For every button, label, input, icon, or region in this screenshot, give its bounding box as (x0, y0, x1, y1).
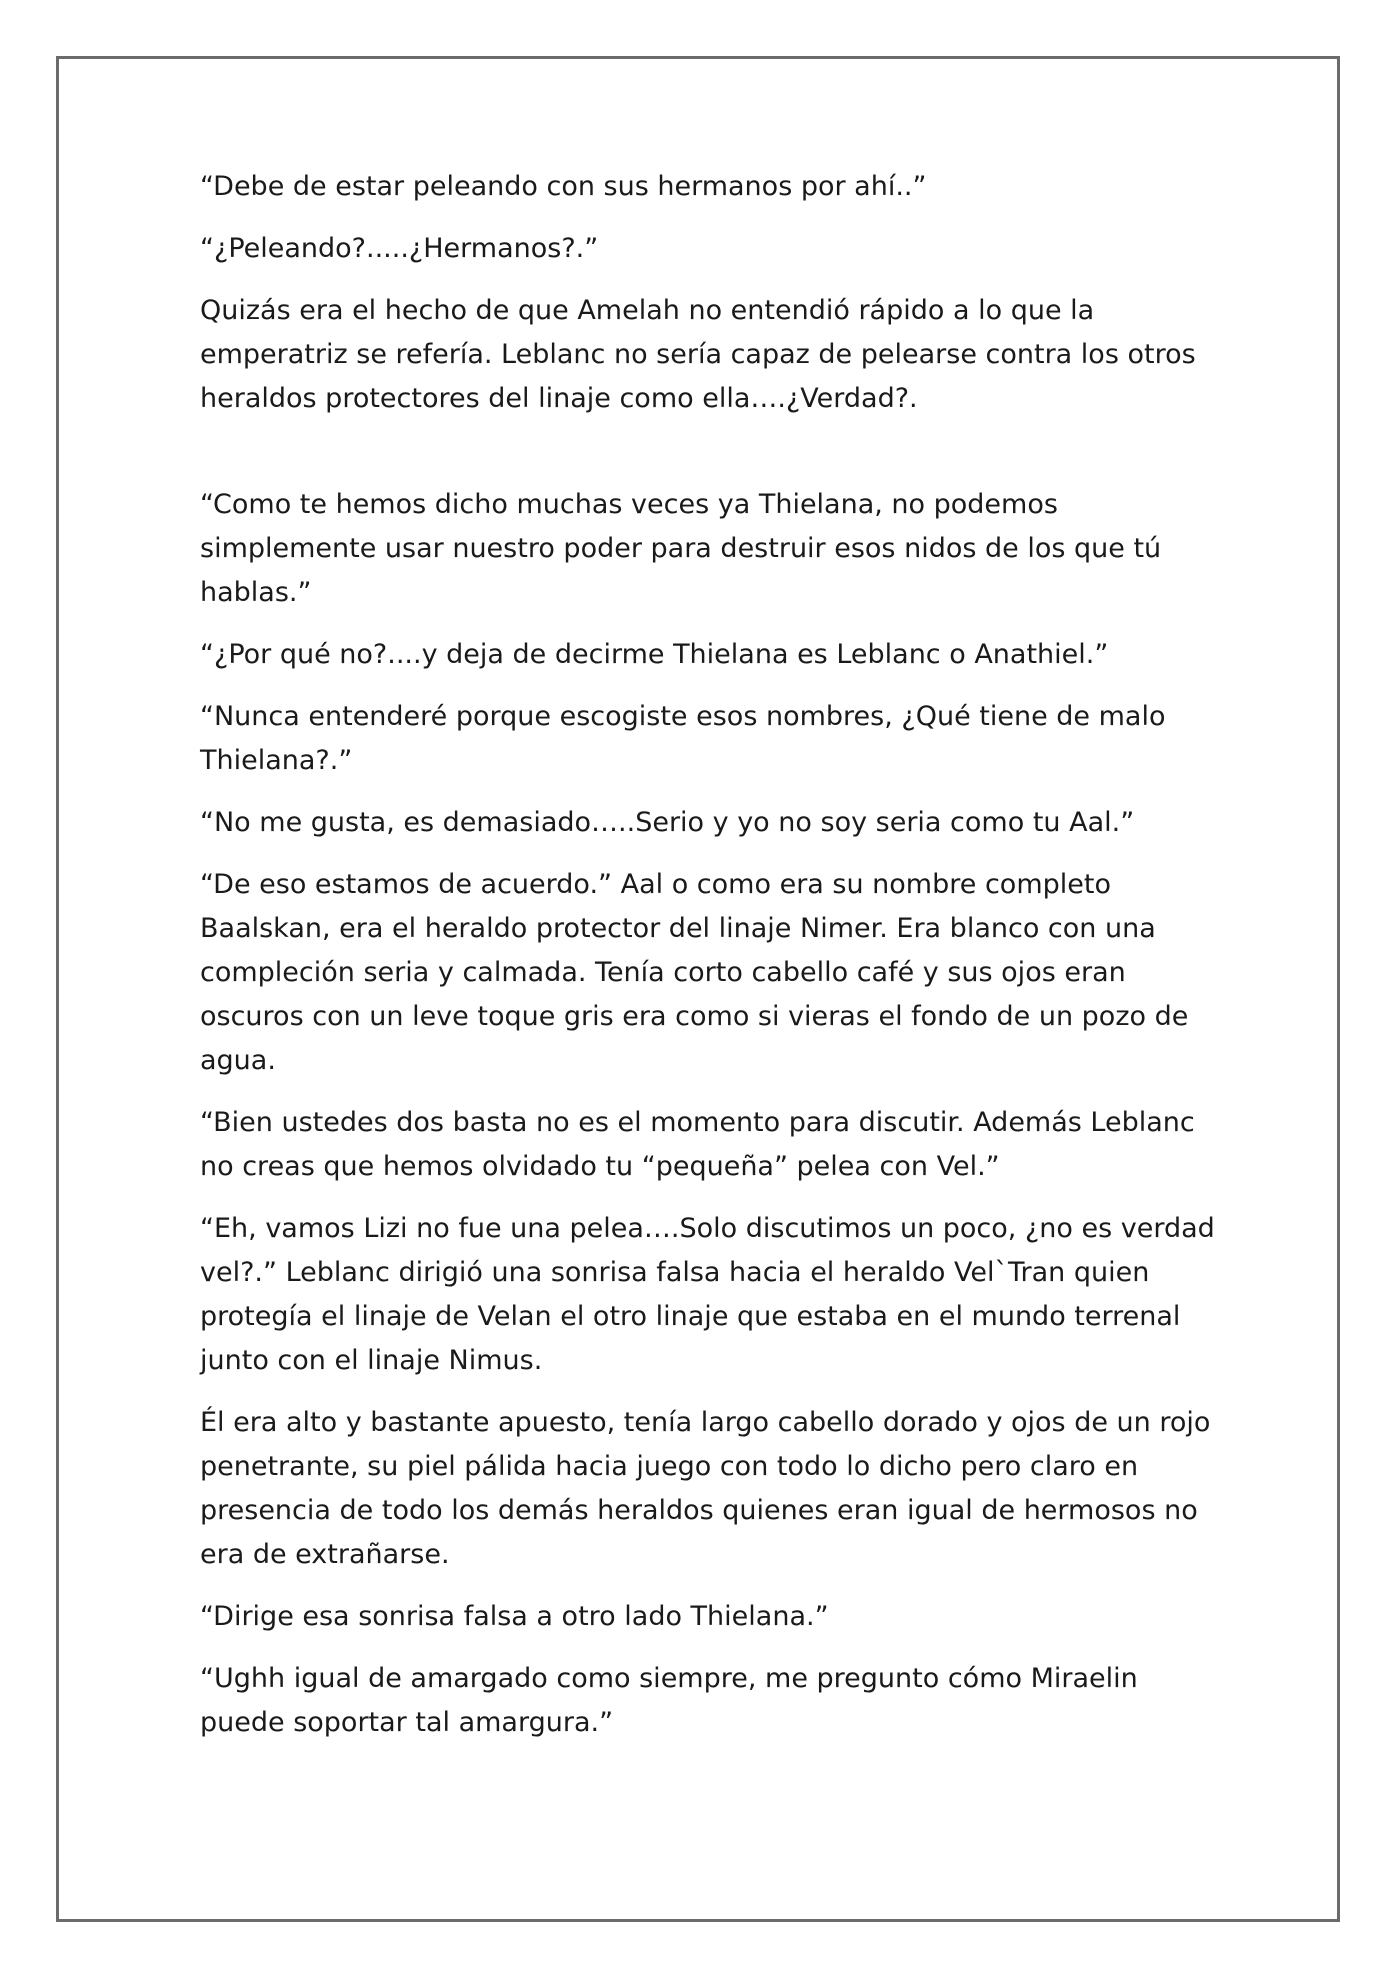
paragraph: “Eh, vamos Lizi no fue una pelea….Solo discutimos un poco, ¿no es verdad vel?.” Leblanc dirigió una sonrisa falsa hacia el heraldo Vel`Tran quien protegía el linaje de Velan el otro linaje que estaba en el mundo terrenal junto con el linaje Nimus. (200, 1213, 1215, 1376)
paragraph: “Nunca entenderé porque escogiste esos nombres, ¿Qué tiene de malo Thielana?.” (200, 701, 1166, 776)
document-body (200, 165, 1220, 1763)
paragraph: “De eso estamos de acuerdo.” Aal o como era su nombre completo Baalskan, era el heraldo protector del linaje Nimer. Era blanco con una compleción seria y calmada. Tenía corto cabello café y sus ojos eran oscuros con un leve toque gris era como si vieras el fondo de un pozo de agua. (200, 869, 1189, 1076)
paragraph: “Bien ustedes dos basta no es el momento para discutir. Además Leblanc no creas que hemos olvidado tu “pequeña” pelea con Vel.” (200, 1107, 1195, 1182)
paragraph: “No me gusta, es demasiado…..Serio y yo no soy seria como tu Aal.” (200, 807, 1135, 838)
paragraph: “Como te hemos dicho muchas veces ya Thielana, no podemos simplemente usar nuestro poder para destruir esos nidos de los que tú hablas.” (200, 489, 1162, 608)
paragraph: “Debe de estar peleando con sus hermanos por ahí..” (200, 171, 927, 202)
paragraph: “¿Peleando?.....¿Hermanos?.” (200, 233, 599, 264)
paragraph: “Ughh igual de amargado como siempre, me pregunto cómo Miraelin puede soportar tal amargura.” (200, 1663, 1138, 1738)
paragraph: Él era alto y bastante apuesto, tenía largo cabello dorado y ojos de un rojo penetrante, su piel pálida hacia juego con todo lo dicho pero claro en presencia de todo los demás heraldos quienes eran igual de hermosos no era de extrañarse. (200, 1407, 1211, 1570)
paragraph: “¿Por qué no?....y deja de decirme Thielana es Leblanc o Anathiel.” (200, 639, 1109, 670)
paragraph: Quizás era el hecho de que Amelah no entendió rápido a lo que la emperatriz se refería. Leblanc no sería capaz de pelearse contra los otros heraldos protectores del linaje como ella….¿Verdad?. (200, 295, 1196, 414)
paragraph: “Dirige esa sonrisa falsa a otro lado Thielana.” (200, 1601, 829, 1632)
